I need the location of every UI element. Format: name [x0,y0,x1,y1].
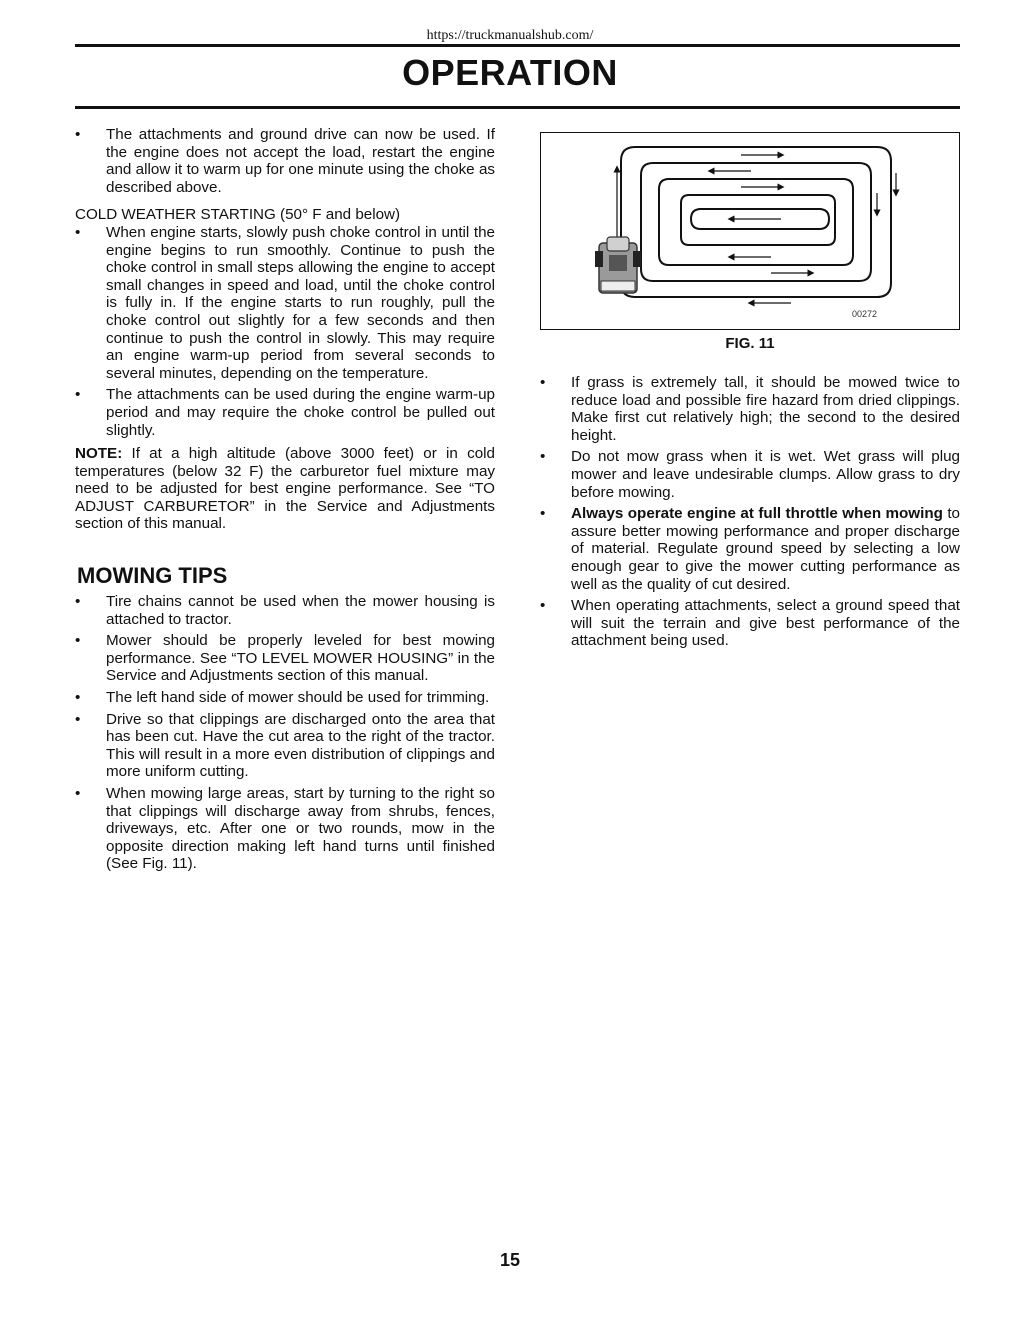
note-text: If at a high altitude (above 3000 feet) or in cold temperatures (below 32 F) the carburetor fuel mixture may need to be adjusted for best engine performance. See “TO ADJUST CARBURETOR” in the Service and Adjustments section of this manual. [75,445,495,533]
left-column [75,126,495,877]
mowing-pattern-figure [540,132,960,330]
mowing-pattern-diagram [541,133,959,329]
source-url: https://truckmanualshub.com/ [426,28,594,43]
throttle-text: to assure better mowing performance and proper discharge of material. Regulate ground speed by selecting a low enough gear to give the mower cutting performance as well as the quality of cut desired. [571,505,960,593]
tip-bullet-tall-grass: • If grass is extremely tall, it should be mowed twice to reduce load and possible fire hazard from dried clippings. Make first cut relatively high; the second to the desired height. [540,374,960,444]
figure-caption: FIG. 11 [725,335,775,352]
right-column [540,374,960,654]
header-rule-bottom [75,106,960,109]
tip-bullet-wet-grass: • Do not mow grass when it is wet. Wet grass will plug mower and leave undesirable clumps. Allow grass to dry before mowing. [540,448,960,501]
mowing-bullet: • When mowing large areas, start by turning to the right so that clippings will discharge away from shrubs, fences, driveways, etc. After one or two rounds, mow in the opposite direction making left hand turns until finished (See Fig. 11). [75,785,495,873]
path-inner [681,195,835,245]
mowing-tips-heading: MOWING TIPS [77,563,228,589]
tip-bullet-attachments: • When operating attachments, select a ground speed that will suit the terrain and give best performance of the attachment being used. [540,597,960,650]
intro-bullet: • The attachments and ground drive can now be used. If the engine does not accept the load, restart the engine and allow it to warm up for one minute using the choke as described above. [75,126,495,196]
path-outer [621,147,891,297]
tip-bullet-throttle [540,505,960,593]
cold-weather-heading: COLD WEATHER STARTING (50° F and below) [75,206,401,224]
header-rule-top [75,44,960,47]
mowing-bullet: • Drive so that clippings are discharged onto the area that has been cut. Have the cut area to the right of the tractor. This will result in a more even distribution of clippings and more uniform cutting. [75,711,495,781]
path-loop-2 [641,163,871,281]
throttle-emphasis: Always operate engine at full throttle when mowing [571,505,943,523]
mowing-bullet: • Mower should be properly leveled for best mowing performance. See “TO LEVEL MOWER HOUSING” in the Service and Adjustments section of this manual. [75,632,495,685]
mowing-bullet: • Tire chains cannot be used when the mower housing is attached to tractor. [75,593,495,628]
figure-code: 00272 [851,309,877,319]
note-label: NOTE: [75,445,123,463]
note-paragraph [75,445,495,533]
page-title: OPERATION [402,52,618,93]
path-loop-3 [659,179,853,265]
cold-bullet: • When engine starts, slowly push choke control in until the engine begins to run smoothly. Continue to push the choke control in small steps allowing the engine to accept small changes in speed and load, until the choke control is fully in. If the engine starts to run roughly, pull the choke control out slightly for a few seconds and then continue to push the control in slowly. This may require an engine warm-up period from several seconds to several minutes, depending on the temperature. [75,224,495,382]
page-number: 15 [499,1250,521,1270]
tractor-icon [595,237,641,293]
mowing-bullet: • The left hand side of mower should be used for trimming. [75,689,495,707]
cold-bullet: • The attachments can be used during the engine warm-up period and may require the choke control be pulled out slightly. [75,386,495,439]
